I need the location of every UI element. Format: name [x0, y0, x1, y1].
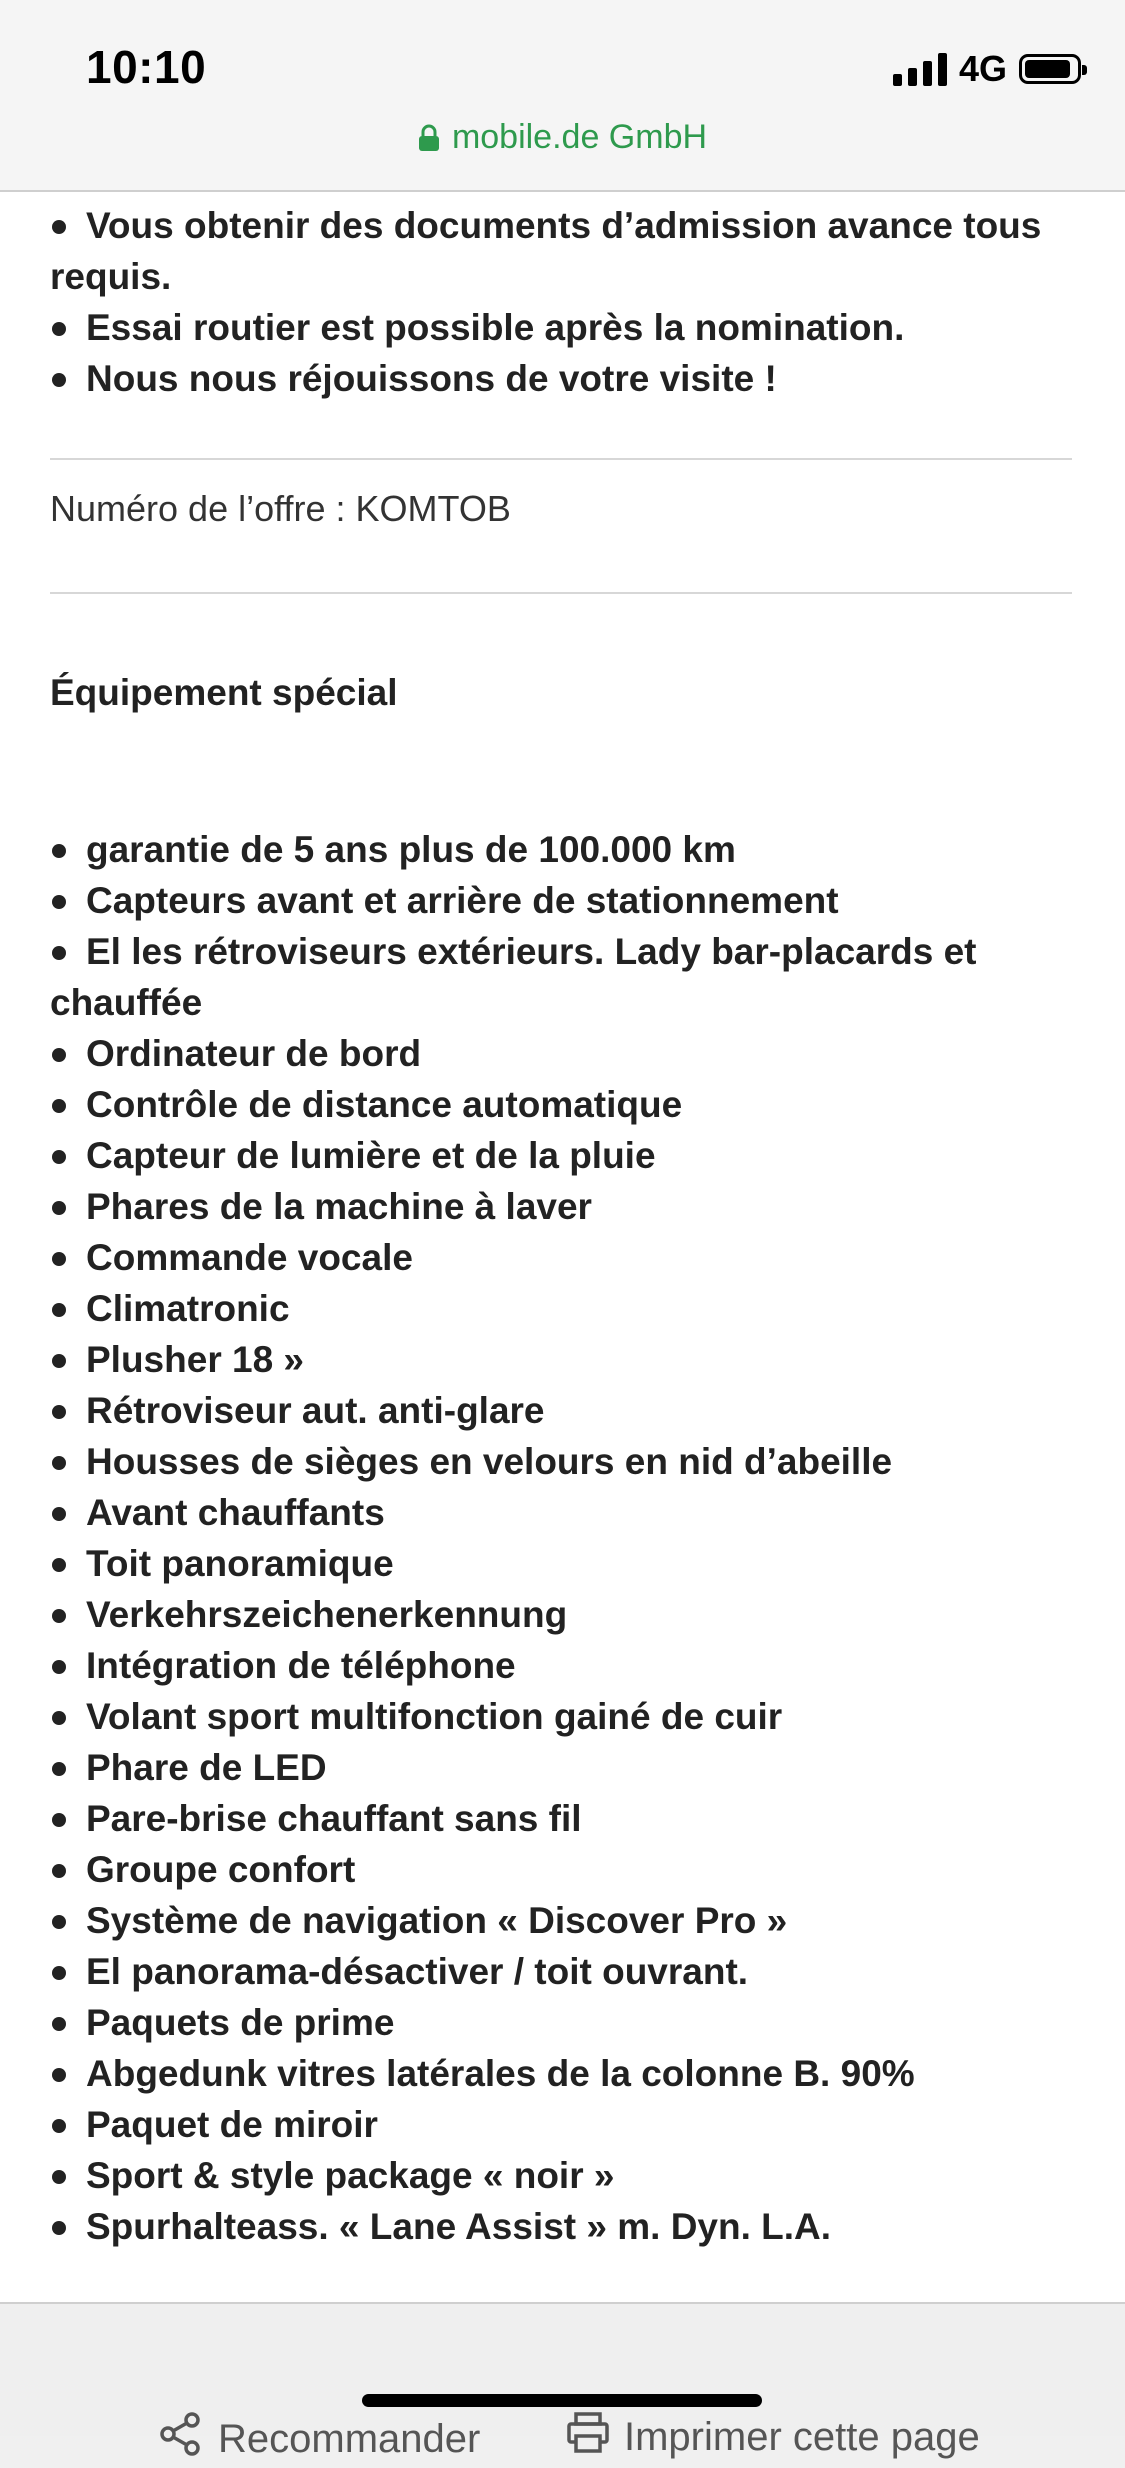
home-indicator[interactable] — [362, 2394, 762, 2407]
list-item: Vous obtenir des documents d’admission avance tous requis. — [50, 200, 1072, 302]
list-item: Housses de sièges en velours en nid d’abeille — [50, 1436, 1072, 1487]
intro-list — [50, 200, 1072, 404]
list-item: Capteurs avant et arrière de stationnement — [50, 875, 1072, 926]
list-item: Contrôle de distance automatique — [50, 1079, 1072, 1130]
share-button[interactable] — [156, 2410, 480, 2468]
list-item: Ordinateur de bord — [50, 1028, 1072, 1079]
list-item: Spurhalteass. « Lane Assist » m. Dyn. L.A. — [50, 2201, 1072, 2252]
share-icon — [156, 2410, 204, 2468]
print-button[interactable] — [566, 2410, 980, 2464]
list-item: Abgedunk vitres latérales de la colonne B. 90% — [50, 2048, 1072, 2099]
list-item: Sport & style package « noir » — [50, 2150, 1072, 2201]
url-bar[interactable] — [0, 118, 1125, 157]
print-label: Imprimer cette page — [624, 2414, 980, 2459]
list-item: Paquets de prime — [50, 1997, 1072, 2048]
list-item: Capteur de lumière et de la pluie — [50, 1130, 1072, 1181]
list-item: garantie de 5 ans plus de 100.000 km — [50, 824, 1072, 875]
list-item: Climatronic — [50, 1283, 1072, 1334]
site-name: mobile.de GmbH — [451, 118, 708, 156]
cellular-signal-icon — [893, 52, 947, 86]
list-item: Avant chauffants — [50, 1487, 1072, 1538]
list-item: Phares de la machine à laver — [50, 1181, 1072, 1232]
print-icon — [566, 2410, 610, 2464]
browser-header — [0, 0, 1125, 192]
battery-fill — [1025, 60, 1070, 78]
battery-icon — [1019, 54, 1081, 84]
divider — [50, 458, 1072, 460]
list-item: Paquet de miroir — [50, 2099, 1072, 2150]
status-indicators — [893, 48, 1081, 90]
list-item: Verkehrszeichenerkennung — [50, 1589, 1072, 1640]
equipment-list — [50, 824, 1072, 2252]
list-item: Pare-brise chauffant sans fil — [50, 1793, 1072, 1844]
list-item: El les rétroviseurs extérieurs. Lady bar-placards et chauffée — [50, 926, 1072, 1028]
list-item: Essai routier est possible après la nomination. — [50, 302, 1072, 353]
list-item: Système de navigation « Discover Pro » — [50, 1895, 1072, 1946]
network-type: 4G — [958, 48, 1007, 89]
list-item: Rétroviseur aut. anti-glare — [50, 1385, 1072, 1436]
equipment-title: Équipement spécial — [50, 672, 398, 713]
list-item: Toit panoramique — [50, 1538, 1072, 1589]
list-item: Intégration de téléphone — [50, 1640, 1072, 1691]
list-item: Plusher 18 » — [50, 1334, 1072, 1385]
status-time: 10:10 — [86, 41, 207, 93]
offer-number: Numéro de l’offre : KOMTOB — [50, 488, 511, 529]
bottom-action-bar — [0, 2304, 1125, 2461]
content-card — [0, 192, 1125, 2304]
share-label: Recommander — [218, 2416, 481, 2461]
list-item: Volant sport multifonction gainé de cuir — [50, 1691, 1072, 1742]
list-item: Phare de LED — [50, 1742, 1072, 1793]
list-item: Groupe confort — [50, 1844, 1072, 1895]
list-item: El panorama-désactiver / toit ouvrant. — [50, 1946, 1072, 1997]
list-item: Commande vocale — [50, 1232, 1072, 1283]
list-item: Nous nous réjouissons de votre visite ! — [50, 353, 1072, 404]
lock-icon — [418, 124, 440, 152]
divider — [50, 592, 1072, 594]
